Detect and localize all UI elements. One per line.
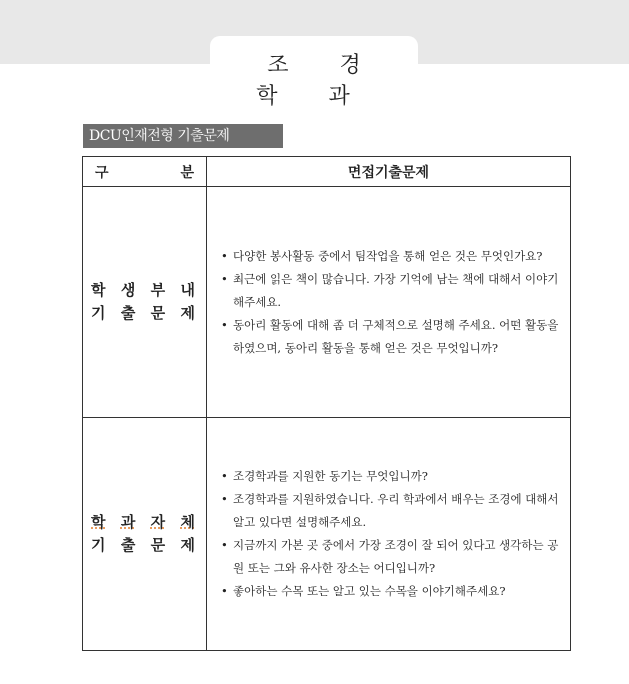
category-char: 부 [150, 281, 167, 299]
question-list [221, 465, 562, 603]
category-char: 문 [150, 304, 167, 322]
header-questions: 면접기출문제 [207, 157, 571, 187]
header-category-char1: 구 [95, 164, 109, 181]
table-row [83, 187, 571, 418]
category-char: 과 [120, 513, 137, 531]
category-char: 체 [180, 513, 196, 531]
category-char: 학 [91, 513, 107, 531]
section-label: DCU인재전형 기출문제 [83, 124, 283, 148]
category-char: 출 [120, 304, 137, 322]
questions-cell [207, 187, 571, 418]
category-char: 자 [150, 513, 167, 531]
interview-question-table [82, 156, 571, 651]
header-category [83, 157, 207, 187]
category-char: 생 [120, 281, 137, 299]
category-char: 내 [180, 281, 196, 299]
list-item: • 조경학과를 지원하였습니다. 우리 학과에서 배우는 조경에 대해서 알고 있다면 설명해주세요. [221, 488, 562, 534]
category-cell [83, 418, 207, 651]
table-header-row [83, 157, 571, 187]
page-title: 조 경 학 과 [256, 53, 383, 109]
header-category-char2: 분 [180, 164, 194, 181]
category-char: 학 [91, 281, 107, 299]
table-row [83, 418, 571, 651]
list-item: • 다양한 봉사활동 중에서 팀작업을 통해 얻은 것은 무엇인가요? [221, 245, 562, 268]
category-line [83, 511, 206, 534]
category-line [83, 534, 206, 557]
category-char: 제 [180, 536, 196, 554]
questions-cell [207, 418, 571, 651]
list-item: • 조경학과를 지원한 동기는 무엇입니까? [221, 465, 562, 488]
category-cell [83, 187, 207, 418]
category-line [83, 279, 206, 302]
category-char: 출 [120, 536, 137, 554]
list-item: • 좋아하는 수목 또는 알고 있는 수목을 이야기해주세요? [221, 580, 562, 603]
list-item: • 최근에 읽은 책이 많습니다. 가장 기억에 남는 책에 대해서 이야기해주세요. [221, 268, 562, 314]
category-char: 기 [91, 536, 107, 554]
list-item: • 동아리 활동에 대해 좀 더 구체적으로 설명해 주세요. 어떤 활동을 하였으며, 동아리 활동을 통해 얻은 것은 무엇입니까? [221, 314, 562, 360]
category-char: 문 [150, 536, 167, 554]
list-item: • 지금까지 가본 곳 중에서 가장 조경이 잘 되어 있다고 생각하는 공원 또는 그와 유사한 장소는 어디입니까? [221, 534, 562, 580]
category-char: 기 [91, 304, 107, 322]
category-char: 제 [180, 304, 196, 322]
question-list [221, 245, 562, 360]
category-line [83, 302, 206, 325]
